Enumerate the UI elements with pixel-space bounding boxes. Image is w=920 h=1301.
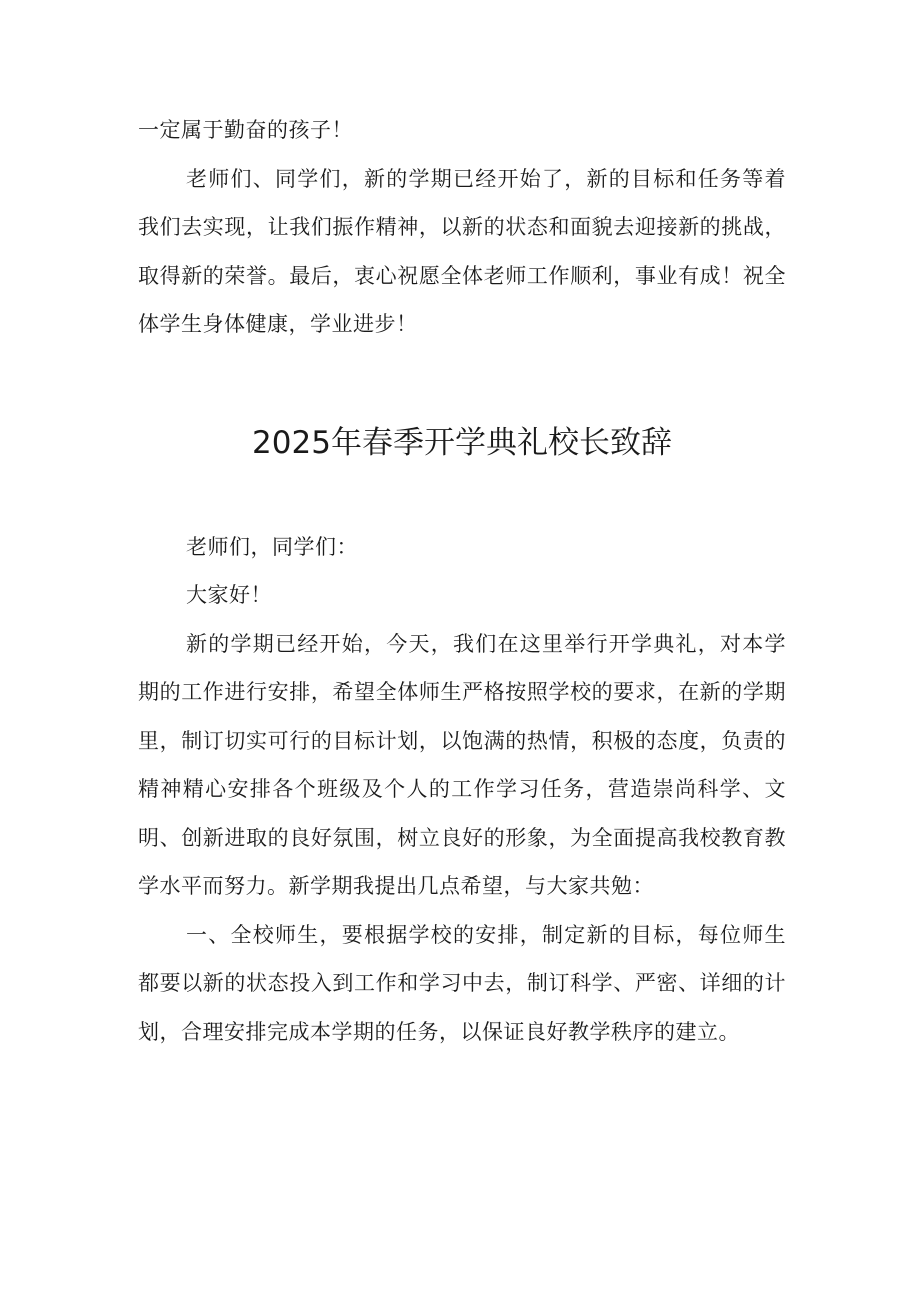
continuation-paragraph-2: 老师们、同学们，新的学期已经开始了，新的目标和任务等着我们去实现，让我们振作精神，以新的状态和面貌去迎接新的挑战，取得新的荣誉。最后，衷心祝愿全体老师工作顺利，事业有成！祝全体学生身体健康，学业进步！ (138, 166, 786, 336)
document-page (138, 106, 786, 1056)
speech-greeting: 大家好！ (186, 583, 272, 607)
speech-title: 2025年春季开学典礼校长致辞 (252, 424, 672, 461)
speech-paragraph-1: 新的学期已经开始，今天，我们在这里举行开学典礼，对本学期的工作进行安排，希望全体师生严格按照学校的要求，在新的学期里，制订切实可行的目标计划，以饱满的热情，积极的态度，负责的精神精心安排各个班级及个人的工作学习任务，营造崇尚科学、文明、创新进取的良好氛围，树立良好的形象，为全面提高我校教育教学水平而努力。新学期我提出几点希望，与大家共勉： (138, 631, 786, 898)
speech-salutation: 老师们，同学们： (186, 534, 358, 559)
speech-paragraph-2: 一、全校师生，要根据学校的安排，制定新的目标，每位师生都要以新的状态投入到工作和学习中去，制订科学、严密、详细的计划，合理安排完成本学期的任务，以保证良好教学秩序的建立。 (138, 922, 786, 1044)
continuation-paragraph-1: 一定属于勤奋的孩子！ (138, 118, 353, 142)
